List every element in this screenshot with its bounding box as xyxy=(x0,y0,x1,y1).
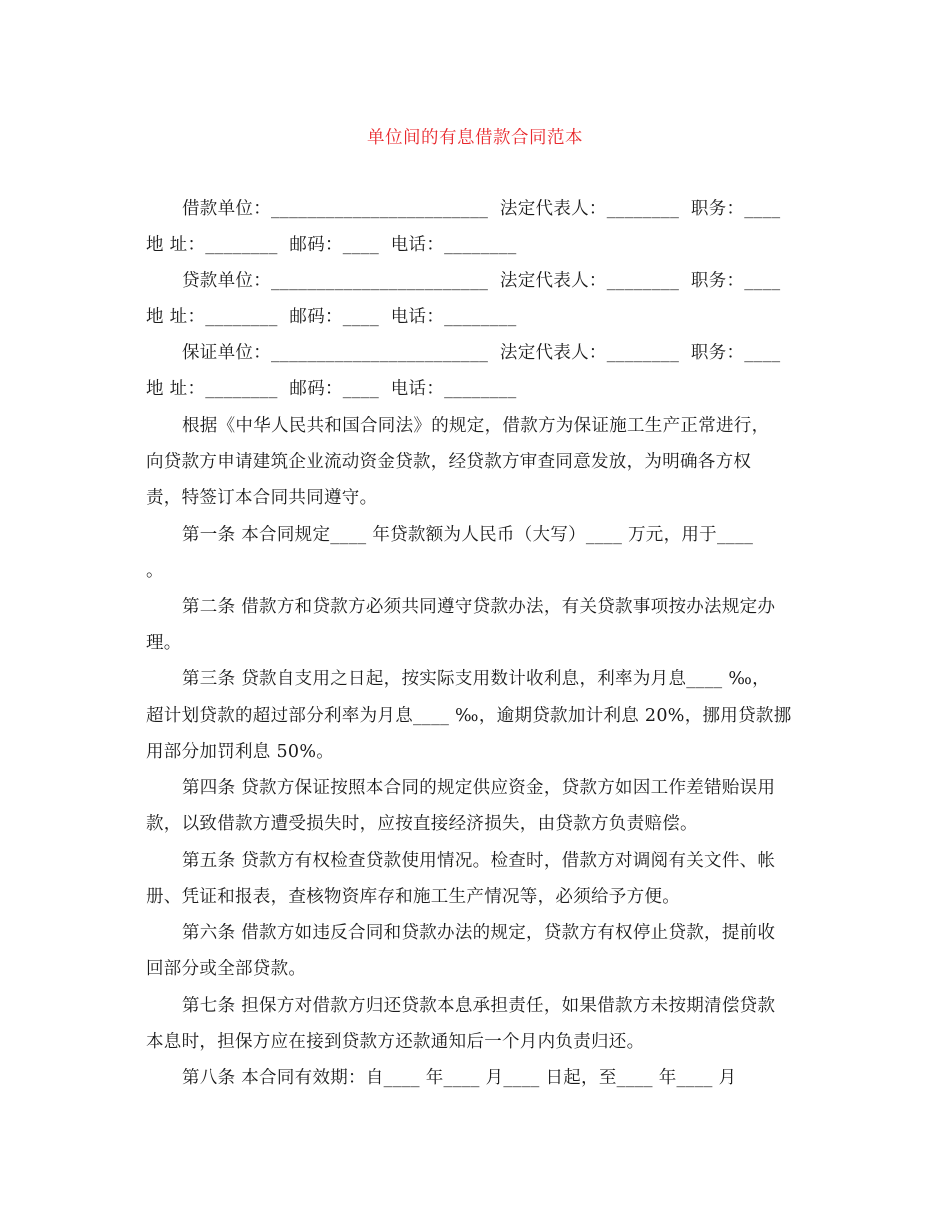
article-4-line-1: 第四条 贷款方保证按照本合同的规定供应资金，贷款方如因工作差错贻误用 xyxy=(182,778,776,798)
lender-address-line: 地 址：________ 邮码：____ 电话：________ xyxy=(146,307,517,327)
article-8-line-1: 第八条 本合同有效期：自____ 年____ 月____ 日起，至____ 年____ 月 xyxy=(182,1068,737,1088)
borrower-address-line: 地 址：________ 邮码：____ 电话：________ xyxy=(146,235,517,255)
borrower-line: 借款单位：________________________ 法定代表人：________ 职务：____ xyxy=(182,199,781,219)
lender-line: 贷款单位：________________________ 法定代表人：________ 职务：____ xyxy=(182,271,781,291)
article-3-line-2: 超计划贷款的超过部分利率为月息____ ‰，逾期贷款加计利息 20%，挪用贷款挪 xyxy=(146,706,792,726)
article-2-line-2: 理。 xyxy=(146,633,182,653)
article-5-line-1: 第五条 贷款方有权检查贷款使用情况。检查时，借款方对调阅有关文件、帐 xyxy=(182,851,776,871)
article-4-line-2: 款，以致借款方遭受损失时，应按直接经济损失，由贷款方负责赔偿。 xyxy=(146,814,698,834)
article-5-line-2: 册、凭证和报表，查核物资库存和施工生产情况等，必须给予方便。 xyxy=(146,887,680,907)
article-1-line-1: 第一条 本合同规定____ 年贷款额为人民币（大写）____ 万元，用于____ xyxy=(182,525,754,545)
article-7-line-2: 本息时，担保方应在接到贷款方还款通知后一个月内负责归还。 xyxy=(146,1032,645,1052)
article-3-line-1: 第三条 贷款自支用之日起，按实际支用数计收利息，利率为月息____ ‰， xyxy=(182,669,770,689)
article-3-line-3: 用部分加罚利息 50%。 xyxy=(146,742,335,762)
preamble-line-2: 向贷款方申请建筑企业流动资金贷款，经贷款方审查同意发放，为明确各方权 xyxy=(146,452,752,472)
article-2-line-1: 第二条 借款方和贷款方必须共同遵守贷款办法，有关贷款事项按办法规定办 xyxy=(182,597,776,617)
guarantor-address-line: 地 址：________ 邮码：____ 电话：________ xyxy=(146,379,517,399)
guarantor-line: 保证单位：________________________ 法定代表人：________ 职务：____ xyxy=(182,343,781,363)
article-6-line-2: 回部分或全部贷款。 xyxy=(146,959,307,979)
preamble-line-3: 责，特签订本合同共同遵守。 xyxy=(146,488,378,508)
article-6-line-1: 第六条 借款方如违反合同和贷款办法的规定，贷款方有权停止贷款，提前收 xyxy=(182,923,776,943)
preamble-line-1: 根据《中华人民共和国合同法》的规定，借款方为保证施工生产正常进行， xyxy=(182,416,770,436)
article-7-line-1: 第七条 担保方对借款方归还贷款本息承担责任，如果借款方未按期清偿贷款 xyxy=(182,996,776,1016)
page-title: 单位间的有息借款合同范本 xyxy=(367,128,583,148)
article-1-line-2: 。 xyxy=(146,561,164,581)
